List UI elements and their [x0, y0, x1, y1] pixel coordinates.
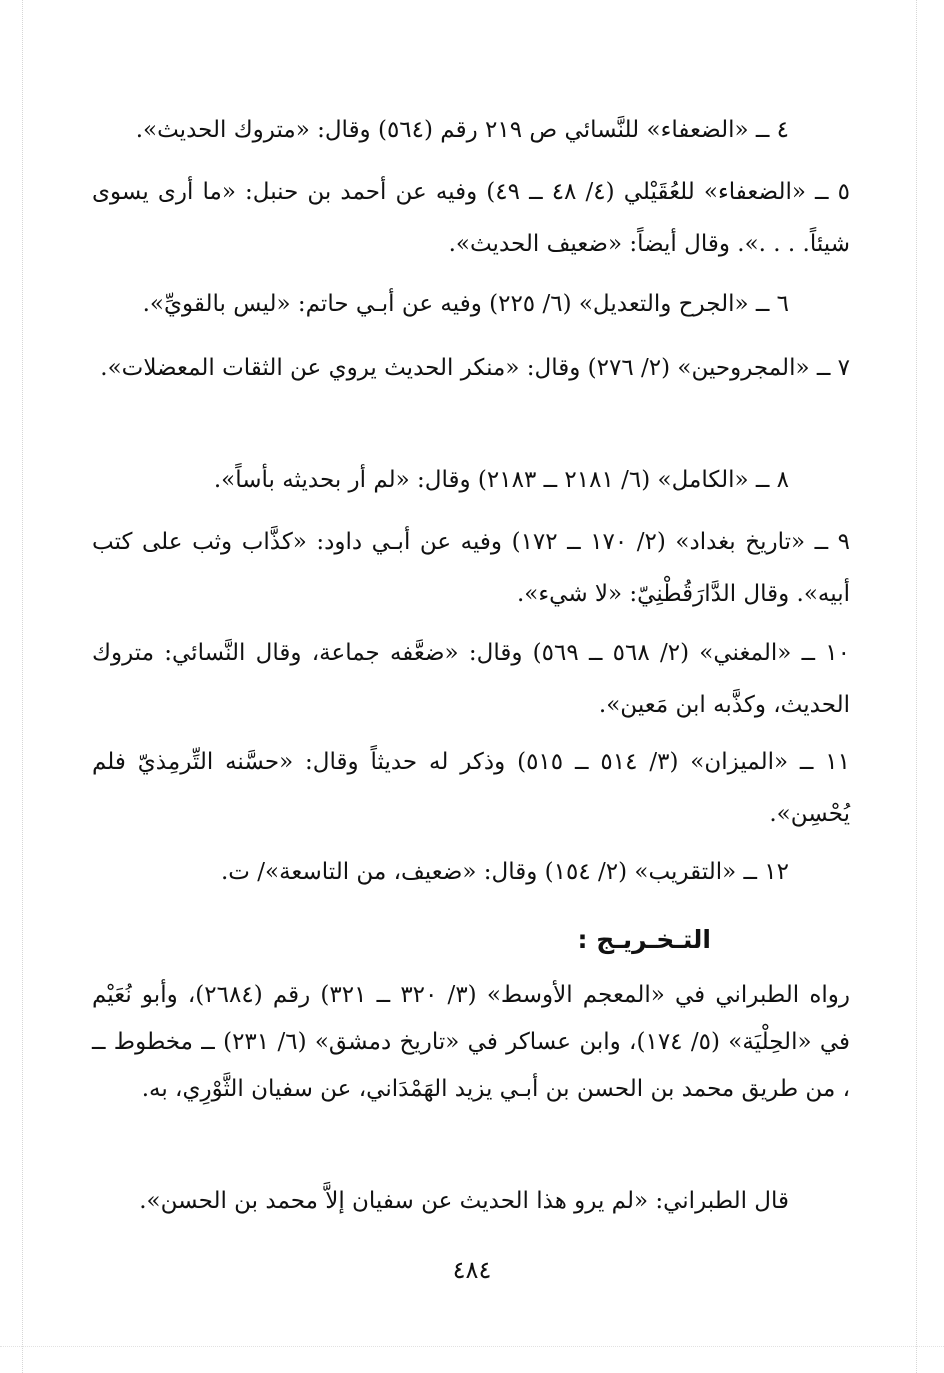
entry-8-kamil: ٨ ــ «الكامل» (٦/ ٢١٨١ ــ ٢١٨٣) وقال: «لم أر بحديثه بأساً».	[213, 467, 789, 493]
entry-6-jarh-tadil: ٦ ــ «الجرح والتعديل» (٦/ ٢٢٥) وفيه عن أبـي حاتم: «ليس بالقويِّ».	[142, 291, 789, 317]
page-number: ٤٨٤	[452, 1256, 492, 1284]
entry-11-mizan: ١١ ــ «الميزان» (٣/ ٥١٤ ــ ٥١٥) وذكر له حديثاً وقال: «حسَّنه التِّرمِذيّ فلم يُحْسِن».	[92, 749, 850, 827]
tabarani-note: قال الطبراني: «لم يرو هذا الحديث عن سفيان إلاَّ محمد بن الحسن».	[139, 1188, 789, 1214]
entry-7-majruhin: ٧ ــ «المجروحين» (٢/ ٢٧٦) وقال: «منكر الحديث يروي عن الثقات المعضلات».	[100, 355, 850, 381]
scan-guide-line	[0, 1346, 944, 1347]
entry-10-mughni: ١٠ ــ «المغني» (٢/ ٥٦٨ ــ ٥٦٩) وقال: «ضعَّفه جماعة، وقال النَّسائي: متروك الحديث، وكذَّبه ابن مَعين».	[92, 640, 850, 718]
takhrij-paragraph: رواه الطبراني في «المعجم الأوسط» (٣/ ٣٢٠ ــ ٣٢١) رقم (٢٦٨٤)، وأبو نُعَيْم في «الحِلْيَة» (٥/ ١٧٤)، وابن عساكر في «تاريخ دمشق» (٦/ ٢٣١) ــ مخطوط ــ ، من طريق محمد بن الحسن بن أبـي يزيد الهَمْدَاني، عن سفيان الثَّوْرِي، به.	[92, 982, 851, 1102]
takhrij-heading: التـخـريـج :	[577, 925, 711, 954]
entry-4-nasai: ٤ ــ «الضعفاء» للنَّسائي ص ٢١٩ رقم (٥٦٤) وقال: «متروك الحديث».	[135, 117, 789, 143]
scan-guide-line	[916, 0, 917, 1373]
entry-5-uqayli: ٥ ــ «الضعفاء» للعُقَيْلي (٤/ ٤٨ ــ ٤٩) وفيه عن أحمد بن حنبل: «ما أرى يسوى شيئاً. . . .». وقال أيضاً: «ضعيف الحديث».	[92, 179, 850, 257]
entry-9-tarikh-baghdad: ٩ ــ «تاريخ بغداد» (٢/ ١٧٠ ــ ١٧٢) وفيه عن أبـي داود: «كذَّاب وثب على كتب أبيه». وقال الدَّارَقُطْنِيّ: «لا شيء».	[92, 529, 850, 607]
entry-12-taqrib: ١٢ ــ «التقريب» (٢/ ١٥٤) وقال: «ضعيف، من التاسعة»/ ت.	[220, 859, 789, 885]
scan-guide-line	[22, 0, 23, 1373]
